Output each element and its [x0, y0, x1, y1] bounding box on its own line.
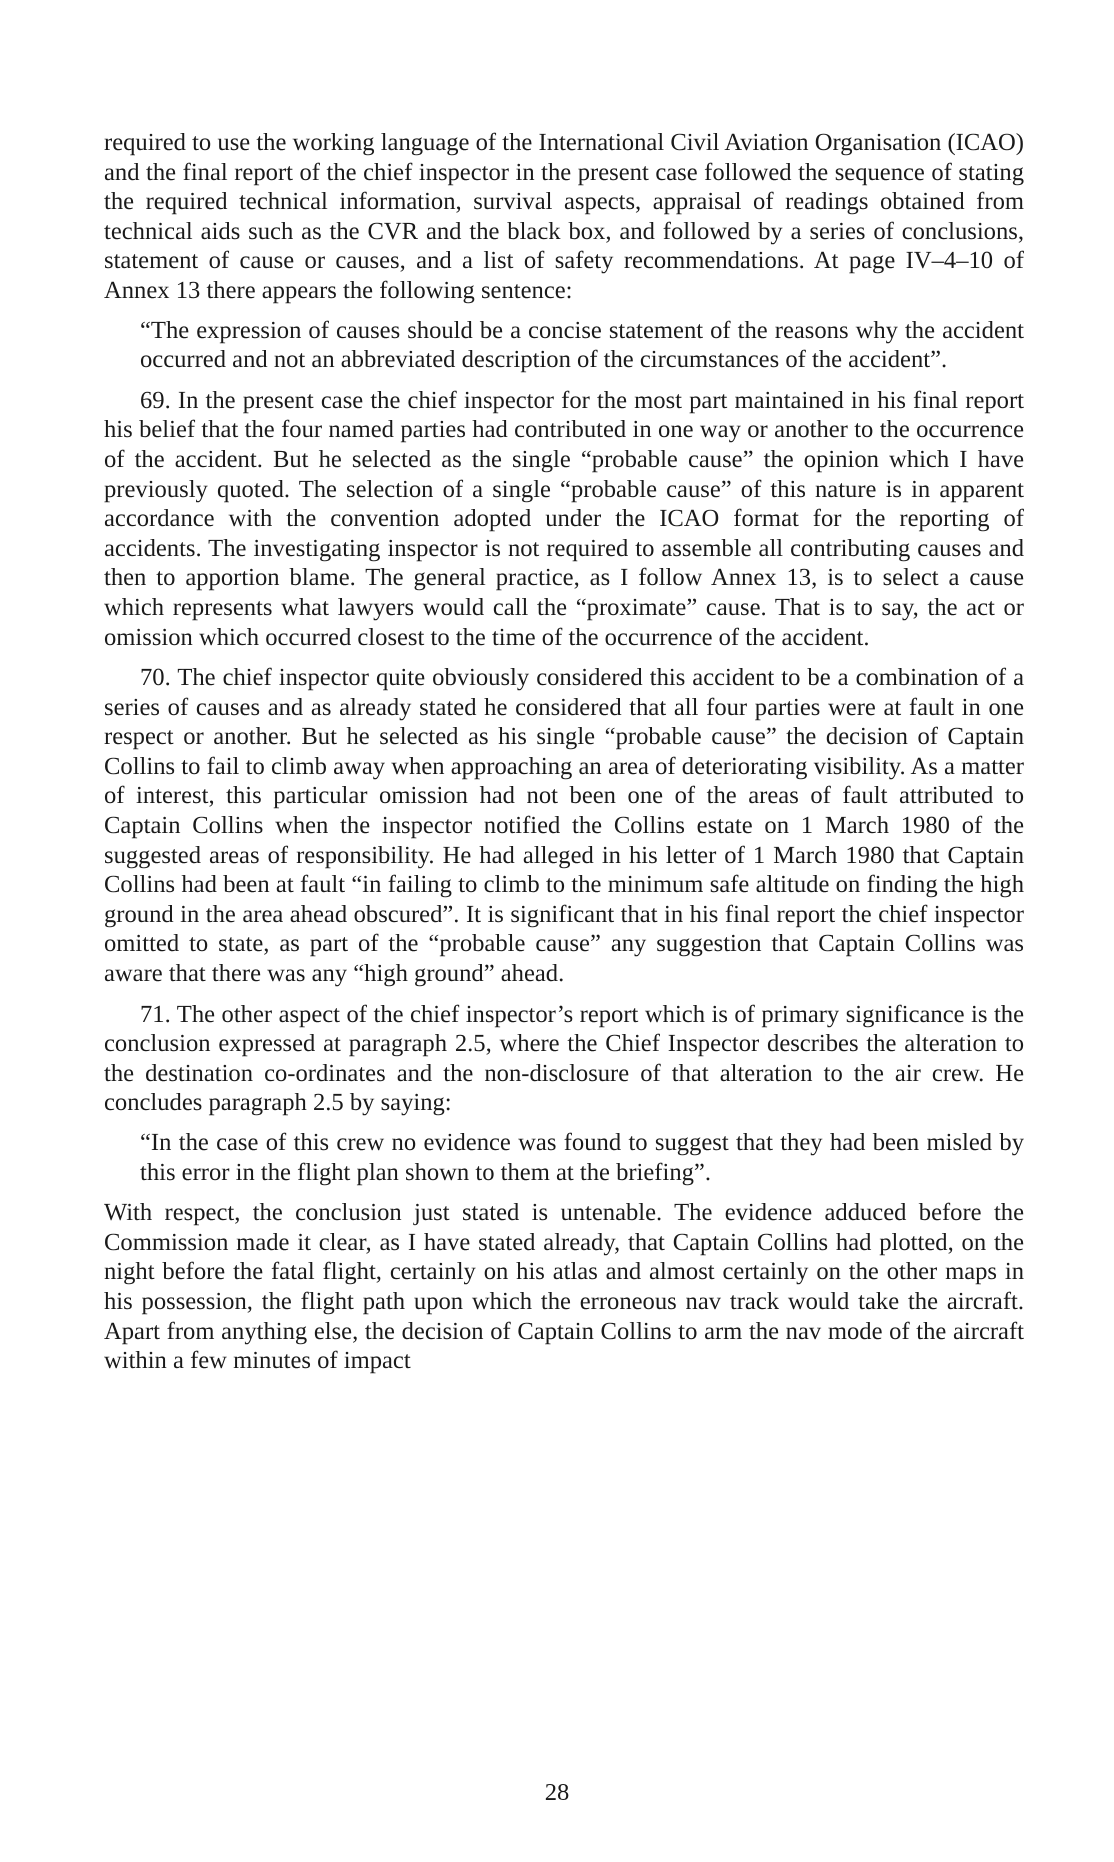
paragraph-70: 70. The chief inspector quite obviously considered this accident to be a combination of a series of causes and as already stated he considered that all four parties were at fault in one respect or another. But he selected as his single “probable cause” the decision of Captain Collins to fail to climb away when approaching an area of deteriorating visibility. As a matter of interest, this particular omission had not been one of the areas of fault attributed to Captain Collins when the inspector notified the Collins estate on 1 March 1980 of the suggested areas of responsibility. He had alleged in his letter of 1 March 1980 that Captain Collins had been at fault “in failing to climb to the minimum safe altitude on finding the high ground in the area ahead obscured”. It is significant that in his final report the chief inspector omitted to state, as part of the “probable cause” any suggestion that Captain Collins was aware that there was any “high ground” ahead.: [104, 664, 1024, 988]
paragraph-71: 71. The other aspect of the chief inspector’s report which is of primary significance is the conclusion expressed at paragraph 2.5, where the Chief Inspector describes the alteration to the destination co-ordinates and the non-disclosure of that alteration to the air crew. He concludes paragraph 2.5 by saying:: [104, 1000, 1024, 1117]
paragraph-continuation: required to use the working language of the International Civil Aviation Organisation (ICAO) and the final report of the chief inspector in the present case followed the sequence of stating the required technical information, survival aspects, appraisal of readings obtained from technical aids such as the CVR and the black box, and followed by a series of conclusions, statement of cause or causes, and a list of safety recommendations. At page IV–4–10 of Annex 13 there appears the following sentence:: [104, 129, 1024, 304]
block-quote-annex-13: “The expression of causes should be a concise statement of the reasons why the accident occurred and not an abbreviated description of the circumstances of the accident”.: [140, 316, 1024, 374]
paragraph-with-respect: With respect, the conclusion just stated is untenable. The evidence adduced before the Commission made it clear, as I have stated already, that Captain Collins had plotted, on the night before the fatal flight, certainly on his atlas and almost certainly on the other maps in his possession, the flight path upon which the erroneous nav track would take the aircraft. Apart from anything else, the decision of Captain Collins to arm the nav mode of the aircraft within a few minutes of impact: [104, 1199, 1024, 1375]
page-body: [104, 128, 1024, 1376]
block-quote-crew: “In the case of this crew no evidence was found to suggest that they had been misled by this error in the flight plan shown to them at the briefing”.: [140, 1129, 1024, 1186]
paragraph-69: 69. In the present case the chief inspector for the most part maintained in his final report his belief that the four named parties had contributed in one way or another to the occurrence of the accident. But he selected as the single “probable cause” the opinion which I have previously quoted. The selection of a single “probable cause” of this nature is in apparent accordance with the convention adopted under the ICAO format for the reporting of accidents. The investigating inspector is not required to assemble all contributing causes and then to apportion blame. The general practice, as I follow Annex 13, is to select a cause which represents what lawyers would call the “proximate” cause. That is to say, the act or omission which occurred closest to the time of the occurrence of the accident.: [104, 386, 1024, 651]
page-number: 28: [544, 1779, 570, 1806]
